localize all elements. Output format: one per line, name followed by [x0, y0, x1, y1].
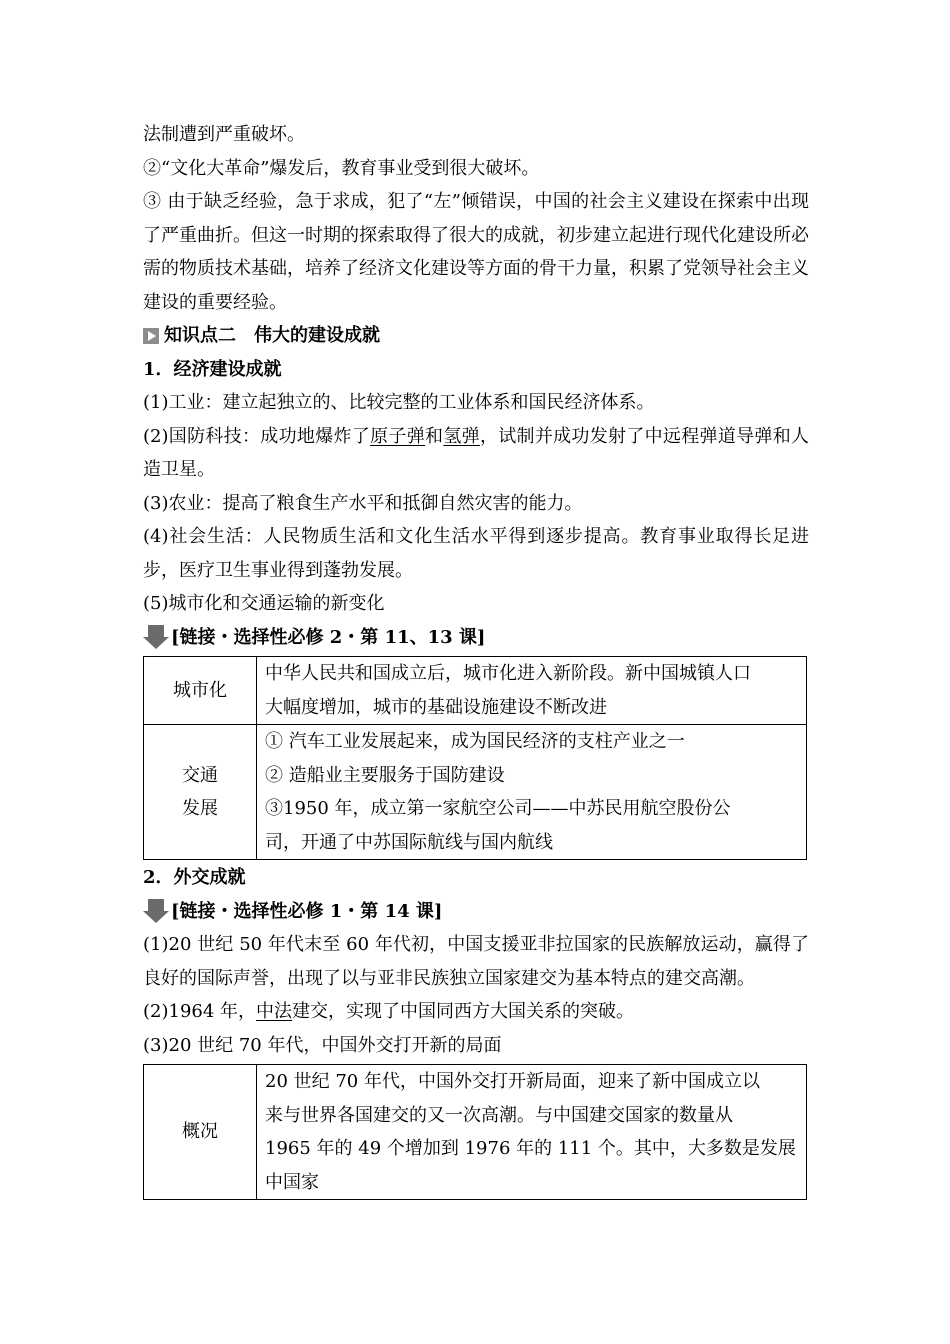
- link-reference-1-text: [链接・选择性必修 2・第 11、13 课]: [171, 626, 486, 648]
- table-label-line: 发展: [182, 798, 218, 819]
- link-reference-2: [143, 895, 809, 929]
- table-cell-line: 大幅度增加，城市的基础设施建设不断改进: [265, 696, 607, 718]
- table-cell-line: ② 造船业主要服务于国防建设: [265, 764, 505, 786]
- diplomacy-item-2-post: 建交，实现了中国同西方大国关系的突破。: [292, 1001, 635, 1022]
- link-reference-2-text: [链接・选择性必修 1・第 14 课]: [171, 900, 443, 922]
- hydrogen-bomb-term: 氢弹: [443, 425, 480, 447]
- table-cell-line: 1965 年的 49 个增加到 1976 年的 111 个。其中，大多数是发展: [265, 1138, 796, 1159]
- table-label-line: 交通: [182, 764, 218, 786]
- table-cell-line: 中华人民共和国成立后，城市化进入新阶段。新中国城镇人口: [265, 663, 751, 684]
- econ-item-3: (3)农业：提高了粮食生产水平和抵御自然灾害的能力。: [143, 492, 583, 514]
- econ-item-2-mid: 和: [425, 425, 444, 447]
- table-label-overview: 概况: [144, 1065, 257, 1200]
- table-cell-line: 来与世界各国建交的又一次高潮。与中国建交国家的数量从: [265, 1104, 733, 1126]
- diplomacy-heading: 2．外交成就: [143, 867, 246, 888]
- table-cell-line: 中国家: [265, 1171, 319, 1193]
- intro-line-2: ②“文化大革命”爆发后，教育事业受到很大破坏。: [143, 157, 540, 179]
- link-reference-1: [143, 621, 809, 655]
- econ-item-2-pre: (2)国防科技：成功地爆炸了: [143, 425, 371, 447]
- table-cell-transport: [257, 725, 807, 860]
- atomic-bomb-term: 原子弹: [370, 425, 426, 447]
- table-cell-overview: [257, 1065, 807, 1200]
- play-triangle-icon: [143, 328, 159, 344]
- econ-item-5: (5)城市化和交通运输的新变化: [143, 593, 385, 614]
- sino-french-term: 中法: [256, 1001, 293, 1022]
- econ-item-2: [143, 420, 809, 487]
- intro-paragraph-3: ③ 由于缺乏经验，急于求成，犯了“左”倾错误，中国的社会主义建设在探索中出现了严重曲折。但这一时期的探索取得了很大的成就，初步建立起进行现代化建设所必需的物质技术基础，培养了经济文化建设等方面的骨干力量，积累了党领导社会主义建设的重要经验。: [143, 191, 809, 313]
- econ-item-2-post: ，试制并成功发射了中远程弹道导弹和人造卫星。: [143, 425, 810, 480]
- table-cell-line: ① 汽车工业发展起来，成为国民经济的支柱产业之一: [265, 731, 685, 752]
- table-cell-line: 司，开通了中苏国际航线与国内航线: [265, 831, 553, 853]
- table-row: [144, 657, 807, 725]
- econ-heading: 1．经济建设成就: [143, 358, 282, 380]
- section-heading: [143, 319, 809, 353]
- down-arrow-icon: [143, 899, 169, 923]
- table-cell-urbanization: [257, 657, 807, 725]
- diplomacy-item-2-pre: (2)1964 年，: [143, 1001, 257, 1022]
- document-page: [143, 118, 809, 1201]
- econ-item-1: (1)工业：建立起独立的、比较完整的工业体系和国民经济体系。: [143, 392, 655, 413]
- urban-transport-table: [143, 656, 807, 860]
- overview-table: [143, 1064, 807, 1200]
- table-label-urbanization: 城市化: [144, 657, 257, 725]
- down-arrow-icon: [143, 625, 169, 649]
- table-label-transport: [144, 725, 257, 860]
- diplomacy-item-2: [143, 995, 809, 1029]
- table-row: [144, 1065, 807, 1200]
- table-row: [144, 725, 807, 860]
- table-cell-line: 20 世纪 70 年代，中国外交打开新局面，迎来了新中国成立以: [265, 1071, 760, 1092]
- diplomacy-item-3: (3)20 世纪 70 年代，中国外交打开新的局面: [143, 1034, 502, 1056]
- intro-line-1: 法制遭到严重破坏。: [143, 124, 305, 145]
- diplomacy-item-1: (1)20 世纪 50 年代末至 60 年代初，中国支援亚非拉国家的民族解放运动，赢得了良好的国际声誉，出现了以与亚非民族独立国家建交为基本特点的建交高潮。: [143, 934, 809, 989]
- table-cell-line: ③1950 年，成立第一家航空公司——中苏民用航空股份公: [265, 798, 731, 819]
- econ-item-4: (4)社会生活：人民物质生活和文化生活水平得到逐步提高。教育事业取得长足进步，医疗卫生事业得到蓬勃发展。: [143, 526, 809, 581]
- section-title: 知识点二 伟大的建设成就: [164, 325, 380, 346]
